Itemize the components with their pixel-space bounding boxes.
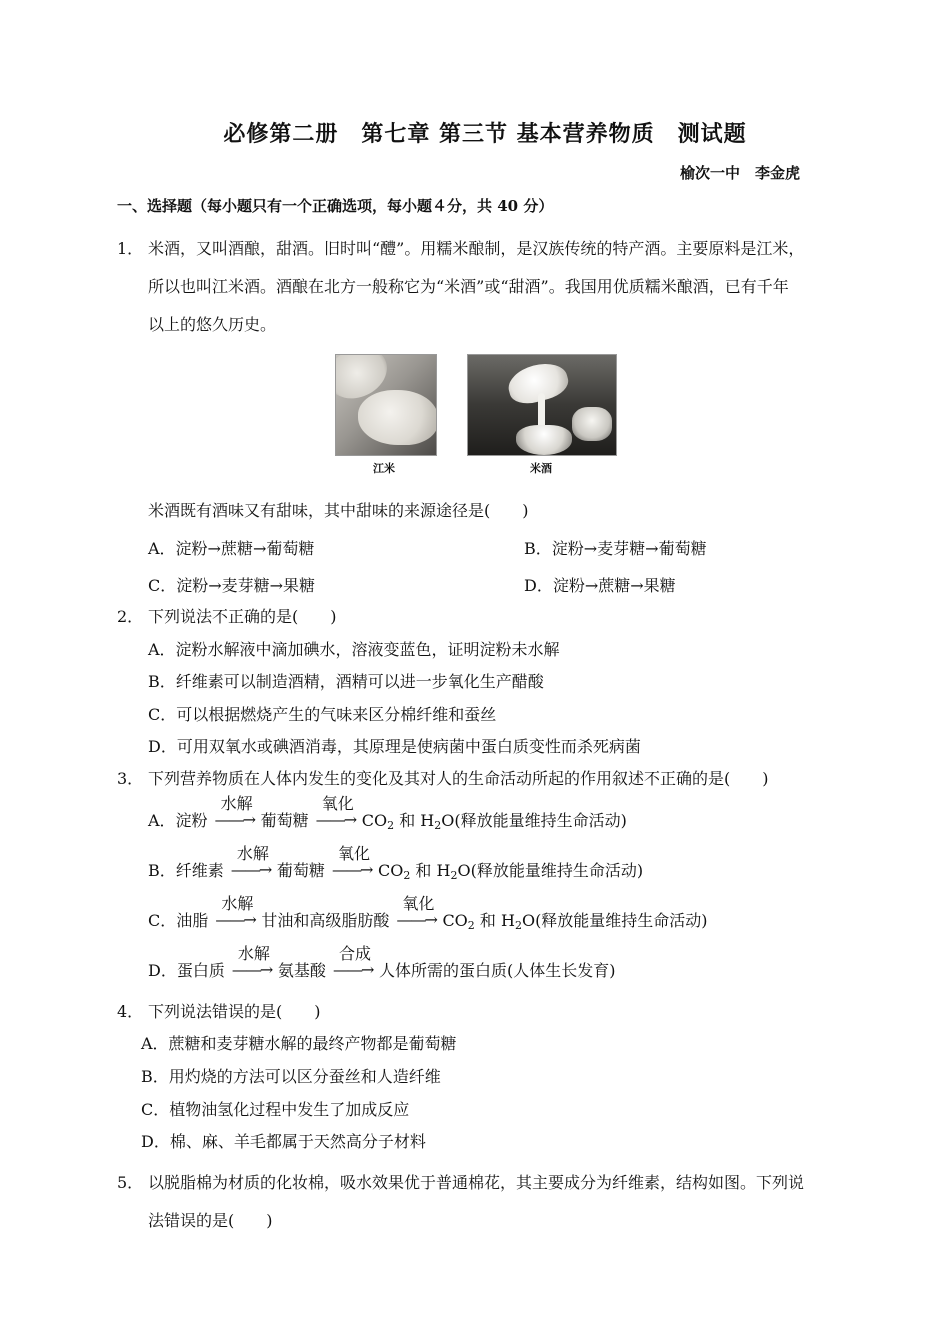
option-a: A．淀粉水解液中滴加碘水，溶液变蓝色，证明淀粉未水解 xyxy=(148,640,560,659)
reaction-arrow: 水解 ——→ xyxy=(215,894,255,929)
question-stem: 下列营养物质在人体内发生的变化及其对人的生命活动所起的作用叙述不正确的是( ) xyxy=(148,769,769,788)
author: 榆次一中 李金虎 xyxy=(679,164,800,182)
question-text-line: 米酒，又叫酒酿，甜酒。旧时叫“醴”。用糯米酿制，是汉族传统的特产酒。主要原料是江米， xyxy=(148,239,805,258)
question-stem: 下列说法错误的是( ) xyxy=(148,1002,321,1021)
option-c: C．可以根据燃烧产生的气味来区分棉纤维和蚕丝 xyxy=(148,705,497,724)
rice-wine-photo xyxy=(467,354,617,456)
option-a: A．淀粉→蔗糖→葡萄糖 xyxy=(148,539,315,558)
option-a: A．淀粉 水解 ——→ 葡萄糖 氧化 ——→ $CO_2$ 和 $H_2O$(释放能量维持生命活动) xyxy=(148,794,627,832)
question-number: 1． xyxy=(117,239,144,258)
reaction-arrow: 氧化 ——→ xyxy=(396,894,436,929)
option-b: B．淀粉→麦芽糖→葡萄糖 xyxy=(524,539,707,558)
option-b: B．纤维素 水解 ——→ 葡萄糖 氧化 ——→ $CO_2$ 和 $H_2O$(释放能量维持生命活动) xyxy=(148,844,644,882)
reaction-arrow: 合成 ——→ xyxy=(333,944,373,979)
page-title: 必修第二册 第七章 第三节 基本营养物质 测试题 xyxy=(223,121,747,147)
question-number: 4． xyxy=(117,1002,144,1021)
option-c: C．油脂 水解 ——→ 甘油和高级脂肪酸 氧化 ——→ $CO_2$ 和 $H_2O$(释放能量维持生命活动) xyxy=(148,894,708,932)
reaction-arrow: 氧化 ——→ xyxy=(331,844,372,879)
question-number: 5． xyxy=(117,1173,144,1192)
option-a: A．蔗糖和麦芽糖水解的最终产物都是葡萄糖 xyxy=(141,1034,457,1053)
question-number: 3． xyxy=(117,769,144,788)
photo-caption: 江米 xyxy=(373,462,395,475)
reaction-arrow: 水解 ——→ xyxy=(214,794,255,829)
photo-caption: 米酒 xyxy=(530,462,552,475)
question-text-line: 所以也叫江米酒。酒酿在北方一般称它为“米酒”或“甜酒”。我国用优质糯米酿酒，已有千年 xyxy=(148,277,789,296)
question-text-line: 以脱脂棉为材质的化妆棉，吸水效果优于普通棉花，其主要成分为纤维素，结构如图。下列说 xyxy=(148,1173,805,1192)
question-stem: 米酒既有酒味又有甜味，其中甜味的来源途径是( ) xyxy=(148,501,529,520)
reaction-arrow: 水解 ——→ xyxy=(231,944,272,979)
option-c: C．淀粉→麦芽糖→果糖 xyxy=(148,576,316,595)
option-d: D．淀粉→蔗糖→果糖 xyxy=(524,576,676,595)
question-text-line: 法错误的是( ) xyxy=(148,1211,273,1230)
reaction-arrow: 氧化 ——→ xyxy=(315,794,356,829)
question-stem: 下列说法不正确的是( ) xyxy=(148,607,337,626)
option-b: B．用灼烧的方法可以区分蚕丝和人造纤维 xyxy=(141,1067,441,1086)
rice-photo xyxy=(335,354,437,456)
question-text-line: 以上的悠久历史。 xyxy=(148,315,277,334)
option-b: B．纤维素可以制造酒精，酒精可以进一步氧化生产醋酸 xyxy=(148,672,544,691)
option-d: D．棉、麻、羊毛都属于天然高分子材料 xyxy=(141,1132,426,1151)
question-number: 2． xyxy=(117,607,144,626)
option-d: D．蛋白质 水解 ——→ 氨基酸 合成 ——→ 人体所需的蛋白质(人体生长发育) xyxy=(148,944,616,980)
section-heading: 一、选择题（每小题只有一个正确选项，每小题４分，共 40 分） xyxy=(117,197,554,215)
reaction-arrow: 水解 ——→ xyxy=(230,844,271,879)
option-d: D．可用双氧水或碘酒消毒，其原理是使病菌中蛋白质变性而杀死病菌 xyxy=(148,737,641,756)
option-c: C．植物油氢化过程中发生了加成反应 xyxy=(141,1100,410,1119)
